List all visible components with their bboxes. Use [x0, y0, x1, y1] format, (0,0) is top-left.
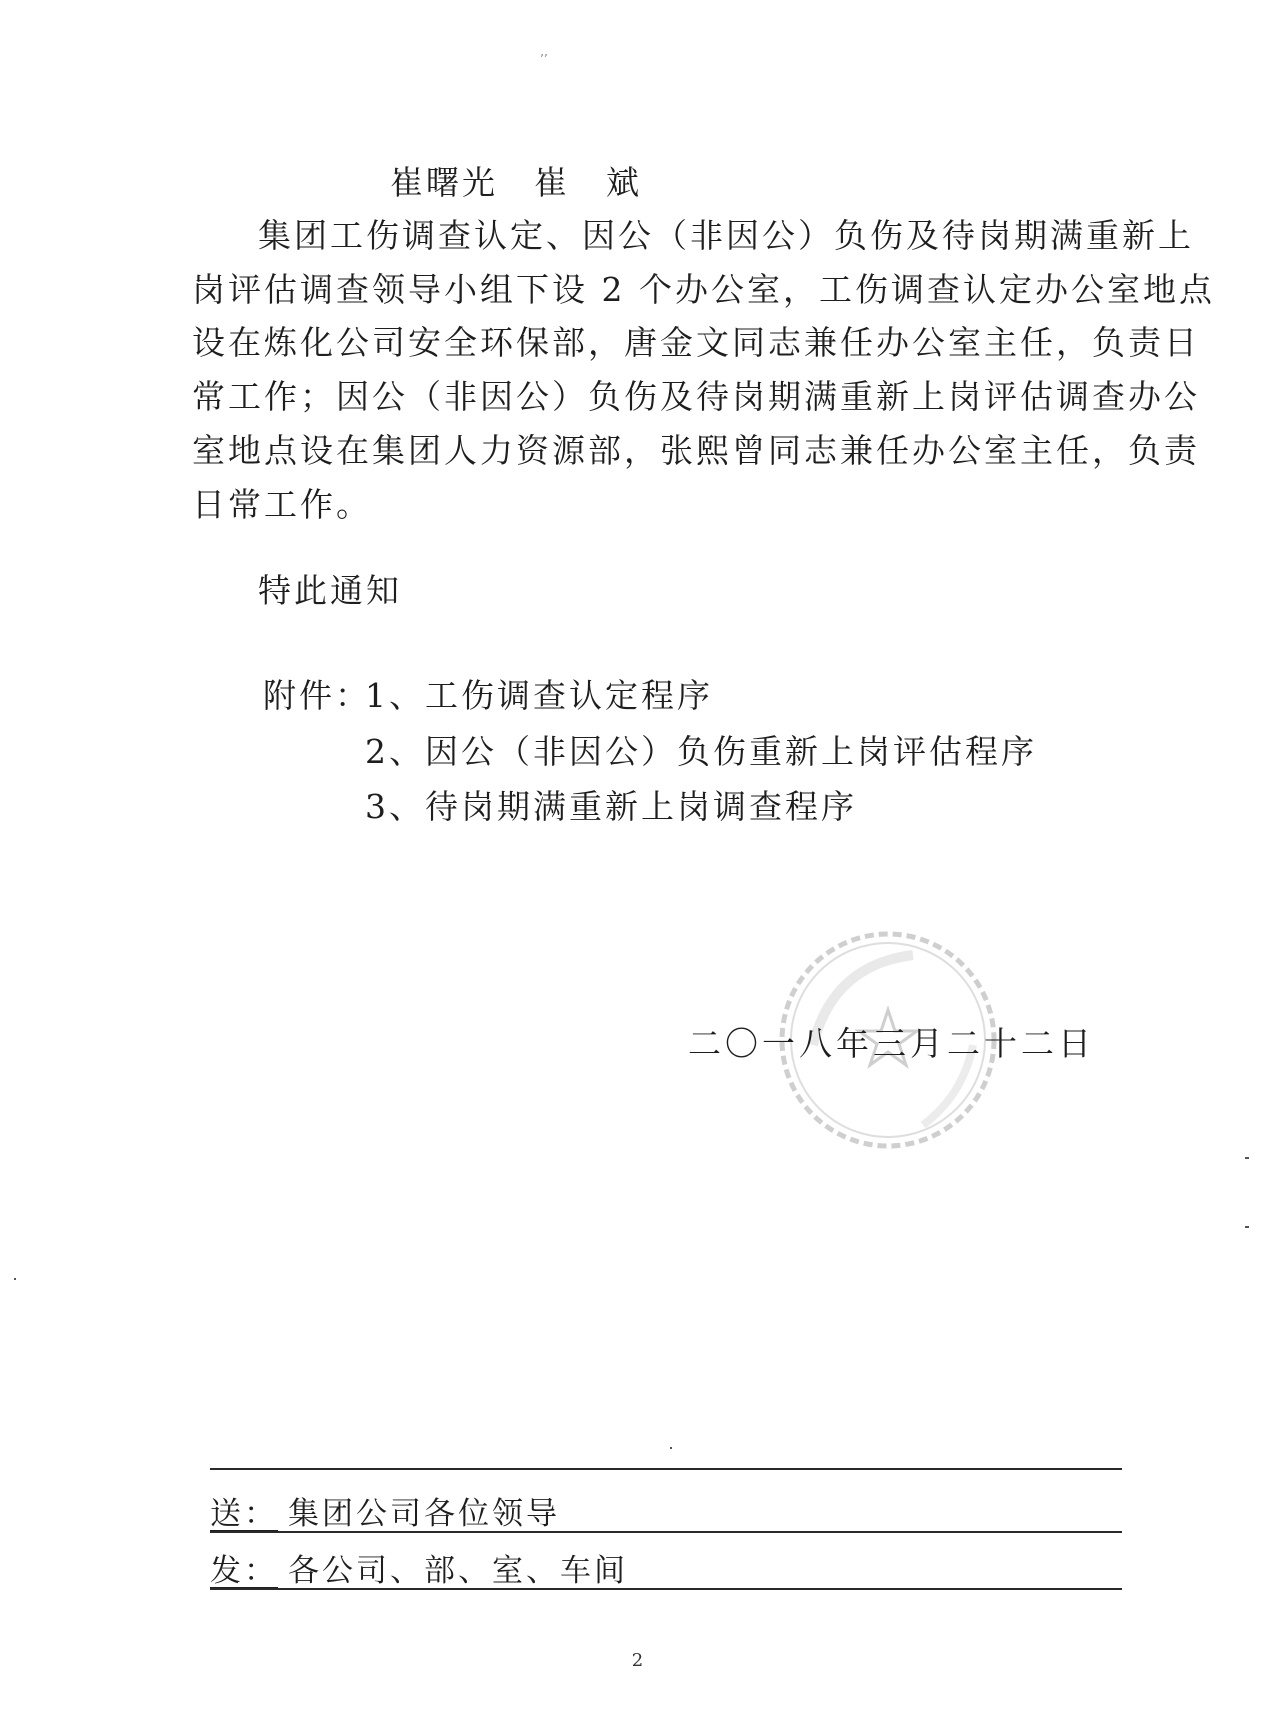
paragraph-line-2: 岗评估调查领导小组下设 2 个办公室，工伤调查认定办公室地点	[192, 270, 1215, 309]
send-recipients: 集团公司各位领导	[288, 1496, 560, 1532]
paragraph-line-4: 常工作；因公（非因公）负伤及待岗期满重新上岗评估调查办公	[192, 377, 1200, 416]
paragraph-line-3: 设在炼化公司安全环保部，唐金文同志兼任办公室主任，负责日	[192, 323, 1200, 362]
scan-mark: ’’	[540, 52, 548, 66]
attachment-item-3: 3、待岗期满重新上岗调查程序	[365, 787, 857, 826]
distribution-issue-row	[210, 1552, 628, 1590]
document-date: 二〇一八年三月二十二日	[688, 1024, 1095, 1063]
attachment-item-2: 2、因公（非因公）负伤重新上岗评估程序	[365, 732, 1037, 771]
divider-middle	[210, 1531, 1122, 1533]
issue-recipients: 各公司、部、室、车间	[288, 1553, 628, 1589]
distribution-send-row	[210, 1495, 560, 1533]
attachment-item-1: 1、工伤调查认定程序	[365, 676, 713, 715]
scan-speck	[14, 1278, 16, 1280]
notice-closing: 特此通知	[258, 571, 402, 610]
divider-top	[210, 1468, 1122, 1470]
divider-bottom	[210, 1588, 1122, 1590]
paragraph-line-5: 室地点设在集团人力资源部，张熙曾同志兼任办公室主任，负责	[192, 431, 1200, 470]
names-line: 崔曙光 崔 斌	[390, 163, 642, 202]
send-label: 送：	[210, 1496, 278, 1532]
scan-speck	[1245, 1157, 1249, 1159]
page-number: 2	[631, 1650, 644, 1671]
paragraph-line-6: 日常工作。	[192, 485, 372, 524]
attachments-label: 附件：	[263, 676, 371, 715]
scan-speck	[670, 1447, 672, 1449]
paragraph-line-1: 集团工伤调查认定、因公（非因公）负伤及待岗期满重新上	[258, 216, 1194, 255]
issue-label: 发：	[210, 1553, 278, 1589]
scan-speck	[1245, 1226, 1249, 1228]
